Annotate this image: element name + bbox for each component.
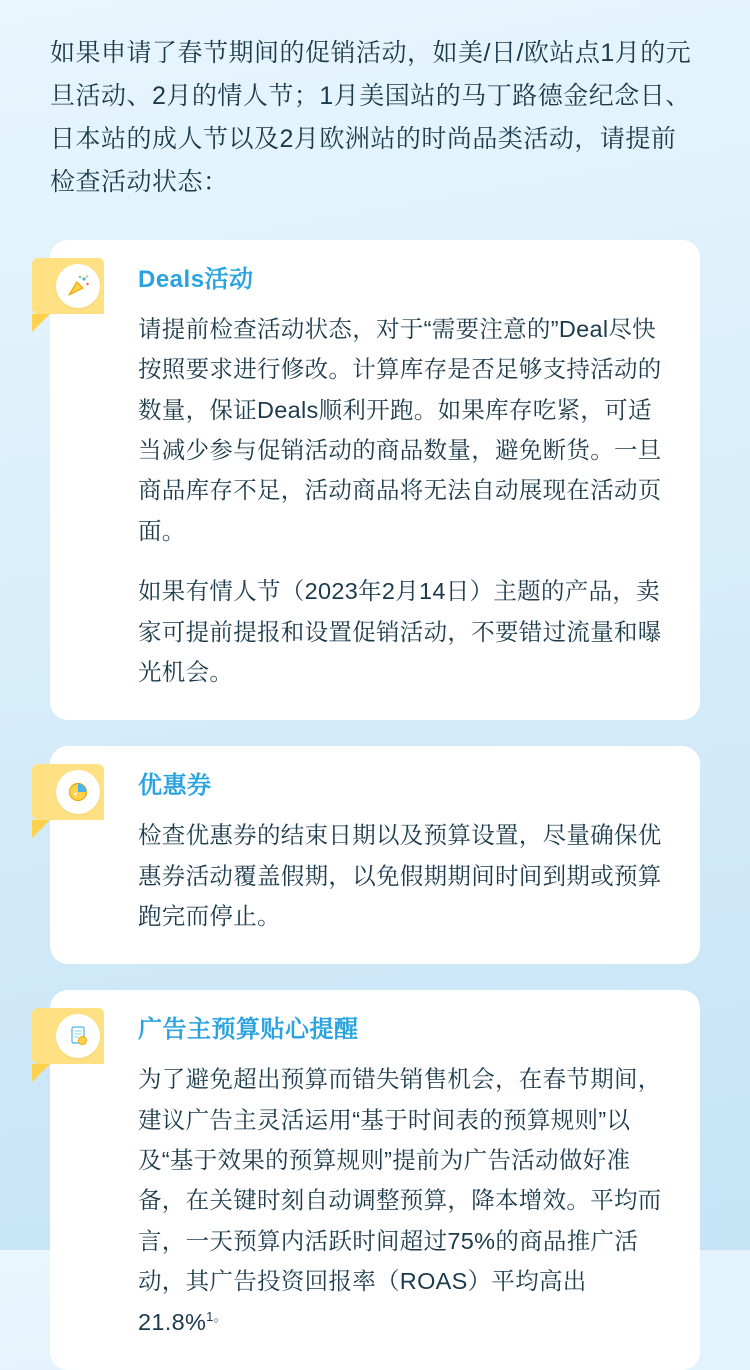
info-card [50, 240, 700, 720]
intro-paragraph: 如果申请了春节期间的促销活动，如美/日/欧站点1月的元旦活动、2月的情人节；1月美国站的马丁路德金纪念日、日本站的成人节以及2月欧洲站的时尚品类活动，请提前检查活动状态： [50, 39, 692, 196]
card-title: Deals活动 [138, 266, 254, 293]
card-tab [32, 1008, 104, 1064]
info-card [50, 990, 700, 1370]
card-paragraph-text: 为了避免超出预算而错失销售机会，在春节期间，建议广告主灵活运用“基于时间表的预算规则”以及“基于效果的预算规则”提前为广告活动做好准备，在关键时刻自动调整预算，降本增效。平均而言，一天预算内活跃时间超过75%的商品推广活动，其广告投资回报率（ROAS）平均高出21.8% [138, 1066, 662, 1335]
party-popper-icon [56, 264, 100, 308]
budget-document-icon [56, 1014, 100, 1058]
card-title: 优惠券 [138, 772, 212, 800]
card-paragraph: 请提前检查活动状态，对于“需要注意的”Deal尽快按照要求进行修改。计算库存是否足够支持活动的数量，保证Deals顺利开跑。如果库存吃紧，可适当减少参与促销活动的商品数量，避免断货。一旦商品库存不足，活动商品将无法自动展现在活动页面。 [138, 315, 662, 544]
footnote-marker: 1。 [206, 1308, 227, 1324]
card-paragraph: 检查优惠券的结束日期以及预算设置，尽量确保优惠券活动覆盖假期，以免假期期间时间到期或预算跑完而停止。 [138, 822, 662, 930]
card-tab [32, 258, 104, 314]
coupon-icon [56, 770, 100, 814]
card-paragraph: 如果有情人节（2023年2月14日）主题的产品，卖家可提前提报和设置促销活动，不要错过流量和曝光机会。 [138, 578, 662, 686]
info-card [50, 746, 700, 964]
card-list [50, 240, 700, 1370]
card-title: 广告主预算贴心提醒 [138, 1016, 359, 1044]
card-paragraph [138, 1059, 672, 1342]
card-tab [32, 764, 104, 820]
